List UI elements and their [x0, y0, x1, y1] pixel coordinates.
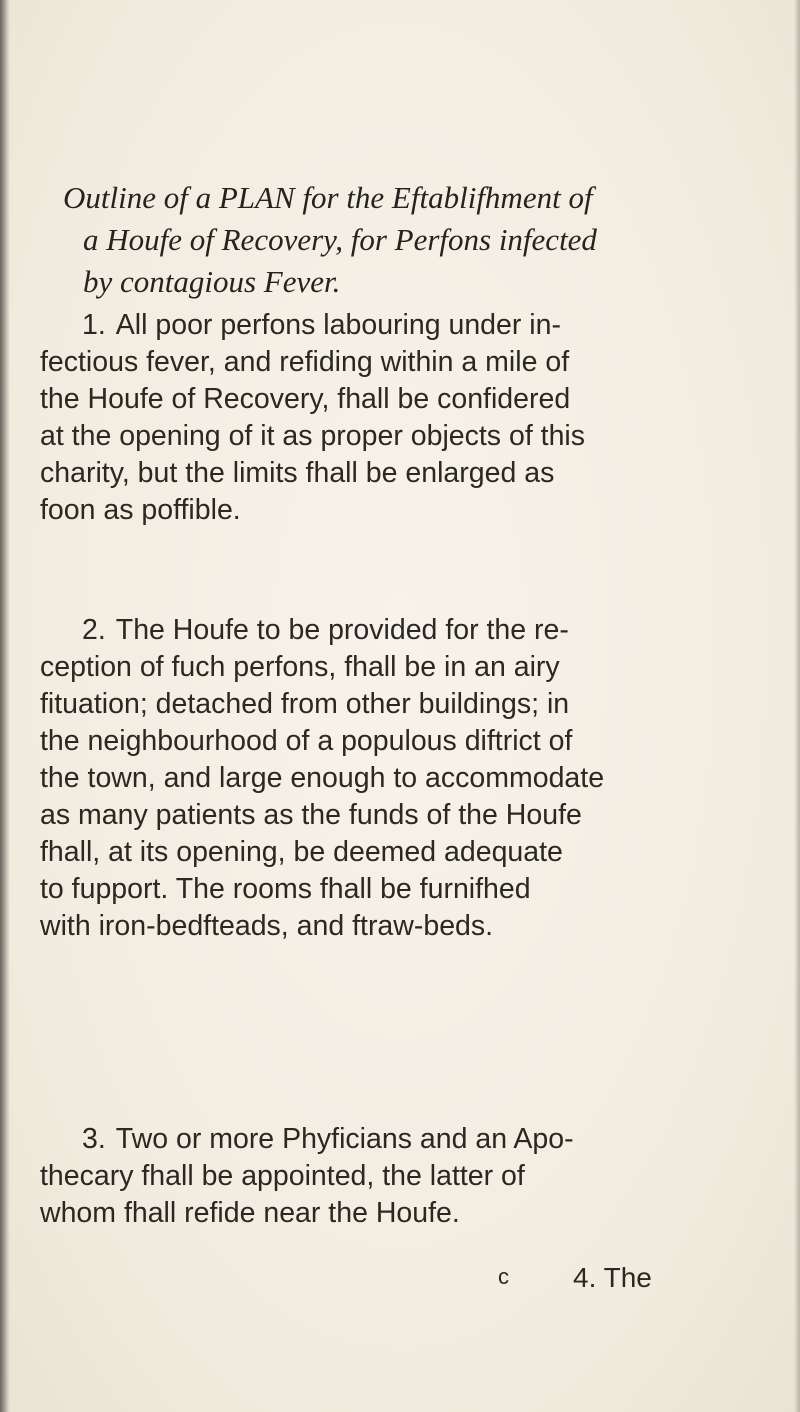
page-binding-edge: [0, 0, 10, 1412]
paragraph-line: as many patients as the funds of the Houfe: [40, 799, 582, 831]
paragraph-line: ception of fuch perfons, fhall be in an airy: [40, 651, 560, 683]
title-line-1: Outline of a PLAN for the Eftablifhment of: [63, 180, 593, 215]
paragraph-line: thecary fhall be appointed, the latter of: [40, 1160, 525, 1192]
title-line-2: a Houfe of Recovery, for Perfons infected: [83, 222, 597, 257]
catchword: 4. The: [573, 1262, 652, 1293]
paragraph-line: with iron-bedfteads, and ftraw-beds.: [40, 910, 494, 942]
paragraph-line: foon as poffible.: [40, 494, 241, 526]
paragraph-line: fhall, at its opening, be deemed adequate: [40, 836, 563, 868]
paragraph-line: The Houfe to be provided for the re-: [115, 614, 569, 646]
paragraph-2: [40, 612, 760, 945]
paragraph-line: fectious fever, and refiding within a mile of: [40, 346, 570, 378]
paragraph-line: charity, but the limits fhall be enlarged as: [40, 457, 555, 489]
page-right-edge: [794, 0, 800, 1412]
paragraph-line: All poor perfons labouring under in-: [115, 309, 561, 341]
paragraph-line: whom fhall refide near the Houfe.: [40, 1197, 460, 1229]
paragraph-line: fituation; detached from other buildings; in: [40, 688, 570, 720]
signature-mark: c: [498, 1264, 509, 1289]
page-title: [63, 177, 763, 303]
paragraph-line: the Houfe of Recovery, fhall be confidered: [40, 383, 571, 415]
paragraph-1: [40, 307, 760, 529]
paragraph-number: 1.: [82, 309, 106, 341]
paragraph-line: the neighbourhood of a populous diftrict of: [40, 725, 573, 757]
paragraph-line: to fupport. The rooms fhall be furnifhed: [40, 873, 531, 905]
paragraph-number: 3.: [82, 1123, 106, 1155]
paragraph-number: 2.: [82, 614, 106, 646]
page-footer: [0, 1262, 800, 1302]
paragraph-line: Two or more Phyficians and an Apo-: [115, 1123, 574, 1155]
paragraph-line: the town, and large enough to accommodate: [40, 762, 605, 794]
paragraph-line: at the opening of it as proper objects of this: [40, 420, 586, 452]
paragraph-3: [40, 1121, 760, 1232]
title-line-3: by contagious Fever.: [83, 264, 341, 299]
